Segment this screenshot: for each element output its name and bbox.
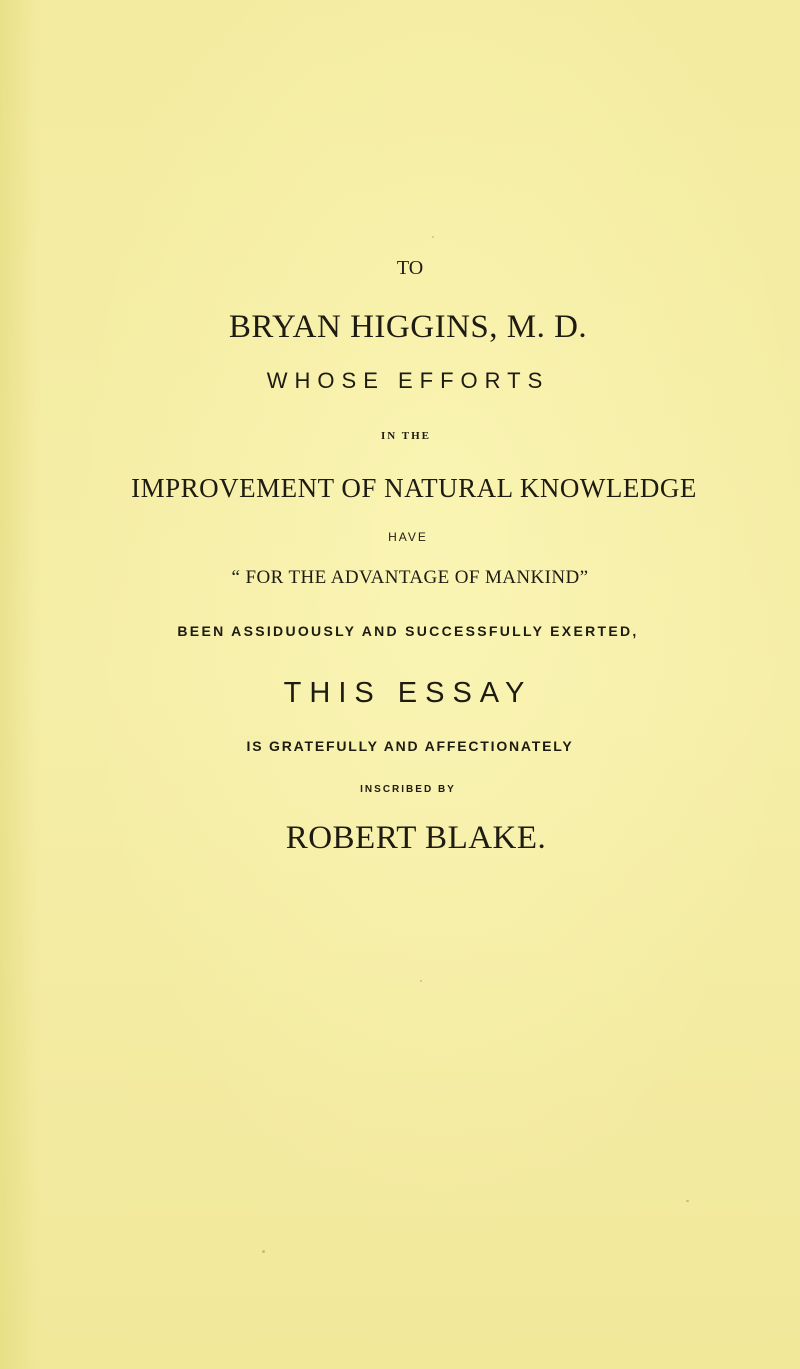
dedication-to: TO [396,257,424,279]
improvement-line: IMPROVEMENT OF NATURAL KNOWLEDGE [131,473,697,503]
in-the-line: IN THE [380,430,431,442]
quotation-line: “ FOR THE ADVANTAGE OF MANKIND” [231,567,589,588]
paper-speck [420,980,422,982]
paper-speck [432,236,434,238]
whose-efforts-line: WHOSE EFFORTS [266,368,550,393]
exerted-line: BEEN ASSIDUOUSLY AND SUCCESSFULLY EXERTED, [177,623,639,639]
inscribed-by-line: INSCRIBED BY [360,784,456,795]
paper-speck [262,1250,265,1253]
author-name: ROBERT BLAKE. [285,820,547,856]
paper-speck [686,1200,689,1202]
this-essay-line: THIS ESSAY [283,677,533,709]
have-line: HAVE [388,530,428,544]
dedicatee-name: BRYAN HIGGINS, M. D. [228,309,588,345]
gratefully-line: IS GRATEFULLY AND AFFECTIONATELY [246,738,574,754]
